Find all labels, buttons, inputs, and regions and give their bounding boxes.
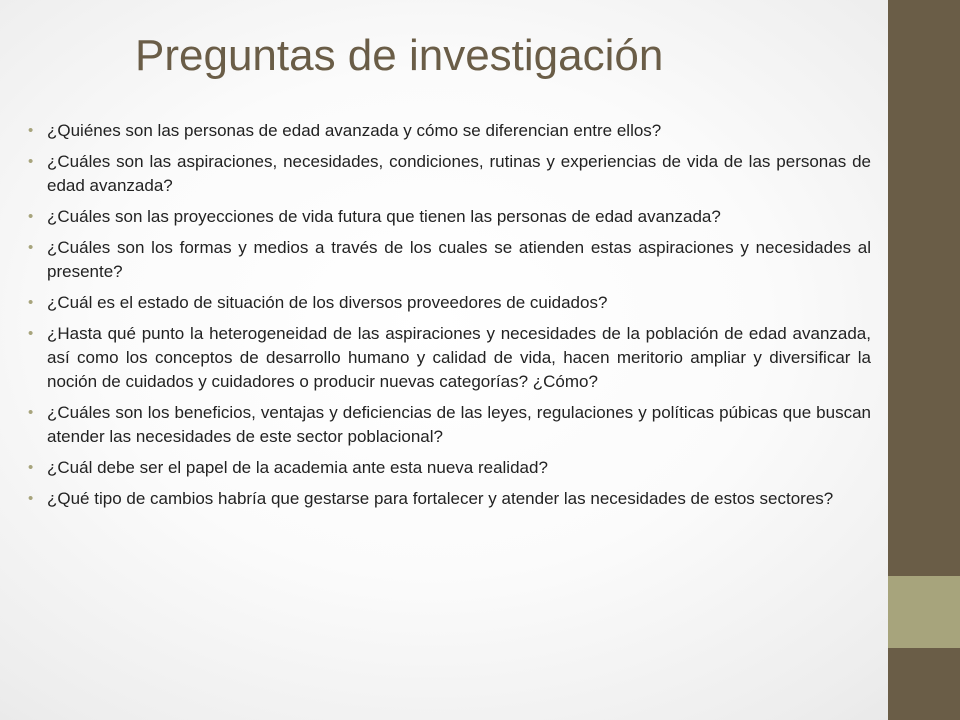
side-accent-bar-bottom bbox=[888, 648, 960, 720]
bullet-list bbox=[28, 119, 871, 518]
bullet-item: • ¿Hasta qué punto la heterogeneidad de las aspiraciones y necesidades de la población de edad avanzada, así como los conceptos de desarrollo humano y calidad de vida, hacen meritorio ampliar y diversificar la noción de cuidados y cuidadores o producir nuevas categorías? ¿Cómo? bbox=[28, 322, 871, 394]
bullet-item: • ¿Cuál es el estado de situación de los diversos proveedores de cuidados? bbox=[28, 291, 871, 315]
bullet-item: • ¿Quiénes son las personas de edad avanzada y cómo se diferencian entre ellos? bbox=[28, 119, 871, 143]
bullet-item: • ¿Cuál debe ser el papel de la academia ante esta nueva realidad? bbox=[28, 456, 871, 480]
bullet-item: • ¿Qué tipo de cambios habría que gestarse para fortalecer y atender las necesidades de estos sectores? bbox=[28, 487, 871, 511]
side-accent-bar-light bbox=[888, 576, 960, 648]
bullet-item: • ¿Cuáles son las proyecciones de vida futura que tienen las personas de edad avanzada? bbox=[28, 205, 871, 229]
bullet-item: • ¿Cuáles son los formas y medios a través de los cuales se atienden estas aspiraciones y necesidades al presente? bbox=[28, 236, 871, 284]
side-accent-bar-dark bbox=[888, 0, 960, 576]
slide-title: Preguntas de investigación bbox=[135, 31, 664, 80]
bullet-item: • ¿Cuáles son las aspiraciones, necesidades, condiciones, rutinas y experiencias de vida de las personas de edad avanzada? bbox=[28, 150, 871, 198]
bullet-item: • ¿Cuáles son los beneficios, ventajas y deficiencias de las leyes, regulaciones y políticas púbicas que buscan atender las necesidades de este sector poblacional? bbox=[28, 401, 871, 449]
